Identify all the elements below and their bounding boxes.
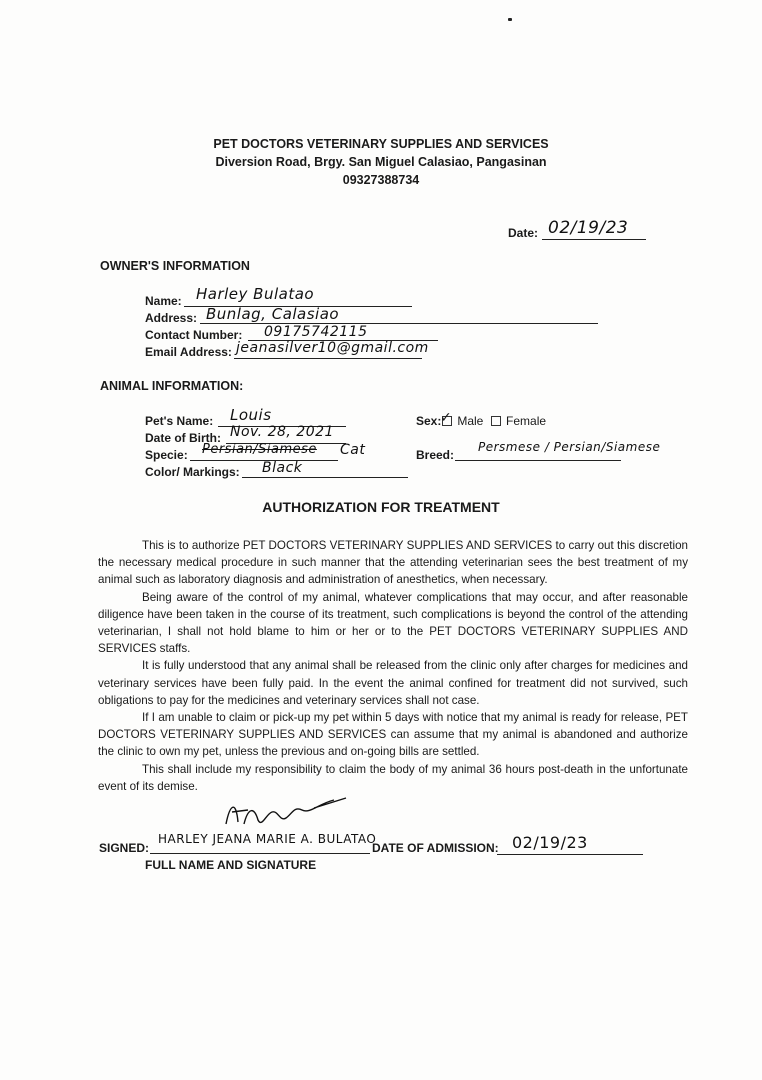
admission-value[interactable]: 02/19/23 [512,833,588,852]
authorization-paragraph: It is fully understood that any animal shall be released from the clinic only after charges for medicines and veterinary services have been fully paid. In the event the animal confined for treatment did not survived, such obligations to pay for the medicines and veterinary services shall not case. [98,659,688,707]
color-value[interactable]: Black [262,460,303,476]
contact-label: Contact Number: [145,328,243,342]
color-line [242,477,408,478]
signed-line [150,853,370,854]
date-line [542,239,646,240]
owner-address-value[interactable]: Bunlag, Calasiao [206,305,340,323]
company-name: PET DOCTORS VETERINARY SUPPLIES AND SERVICES [213,137,549,151]
authorization-title: AUTHORIZATION FOR TREATMENT [262,499,500,515]
sex-male-label: Male [457,414,484,428]
specie-struck-value: Persian/Siamese [202,442,317,457]
pet-name-value[interactable]: Louis [230,406,272,424]
authorization-paragraph: Being aware of the control of my animal, whatever complications that may occur, and after reasonable diligence have been taken in the course of its treatment, such complications is beyond the control of the attending veterinarian, I shall not hold blame to him or her or to the PET DOCTORS VETERINARY SUPPLIES AND SERVICES staffs. [98,590,688,656]
contact-value[interactable]: 09175742115 [264,324,368,340]
female-checkbox[interactable] [491,416,501,426]
sex-options [440,410,547,428]
admission-label: DATE OF ADMISSION: [372,841,499,855]
sex-female-option[interactable] [491,414,546,428]
owner-name-value[interactable]: Harley Bulatao [196,285,315,303]
authorization-paragraph: This is to authorize PET DOCTORS VETERINARY SUPPLIES AND SERVICES to carry out this discretion the necessary medical procedure in such manner that the attending veterinarian sees the best treatment of my animal such as laboratory diagnosis and administration of anesthetics, when necessary. [98,539,688,587]
breed-label: Breed: [416,448,455,462]
authorization-paragraph: If I am unable to claim or pick-up my pet within 5 days with notice that my animal is ready for release, PET DOCTORS VETERINARY SUPPLIES AND SERVICES can assume that my animal is abandoned and authorize the clinic to own my pet, unless the previous and on-going bills are settled. [98,711,688,759]
email-label: Email Address: [145,345,232,359]
email-value[interactable]: jeanasilver10@gmail.com [236,340,429,356]
animal-heading: ANIMAL INFORMATION: [100,379,244,393]
sex-label: Sex: [416,414,442,428]
dob-value[interactable]: Nov. 28, 2021 [230,424,334,440]
breed-value[interactable]: Persmese / Persian/Siamese [478,440,661,454]
owner-address-line [200,323,598,324]
email-line [234,358,422,359]
company-address: Diversion Road, Brgy. San Miguel Calasiao, Pangasinan [215,155,547,169]
owner-name-label: Name: [145,294,182,308]
scan-speck [508,18,512,21]
specie-label: Specie: [145,448,188,462]
sex-female-label: Female [506,414,547,428]
date-value[interactable]: 02/19/23 [548,218,629,238]
breed-line [455,460,621,461]
company-phone: 09327388734 [342,173,420,187]
authorization-paragraph: This shall include my responsibility to claim the body of my animal 36 hours post-death in the unfortunate event of its demise. [98,762,688,793]
owner-heading: OWNER'S INFORMATION [100,259,250,273]
specie-value[interactable]: Cat [340,442,366,458]
pet-name-label: Pet's Name: [145,414,214,428]
signed-label: SIGNED: [99,841,150,855]
signed-value[interactable]: HARLEY JEANA MARIE A. BULATAO [158,832,377,846]
date-label: Date: [508,226,539,240]
dob-label: Date of Birth: [145,431,221,445]
owner-address-label: Address: [145,311,198,325]
signature-caption: FULL NAME AND SIGNATURE [145,858,317,872]
sex-male-option[interactable] [440,410,487,428]
admission-line [497,854,643,855]
color-label: Color/ Markings: [145,465,240,479]
signature-scribble [214,794,354,834]
male-checkmark: ✓ [440,410,452,426]
authorization-body [98,537,688,795]
